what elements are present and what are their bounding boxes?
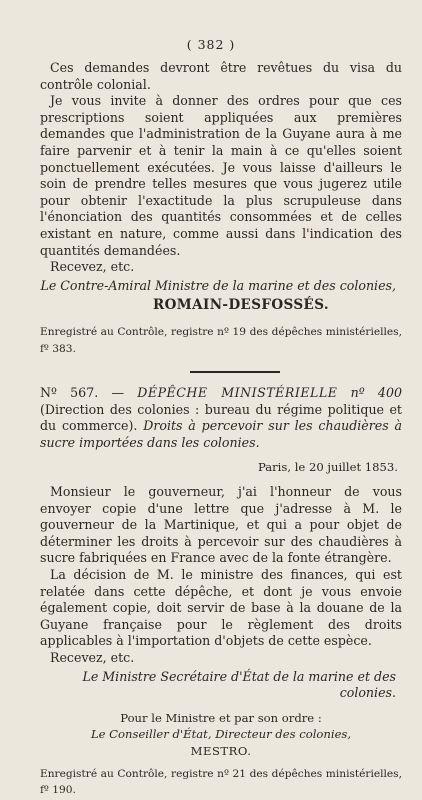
registration-note: Enregistré au Contrôle, registre nº 21 des dépêches ministérielles, fº 190. xyxy=(40,767,402,797)
dispatch-title-number: nº 400 xyxy=(337,385,402,401)
paragraph: Je vous invite à donner des ordres pour que ces prescriptions soient appliquées aux premières demandes que l'administration de la Guyane aura à me faire parvenir et à tenir la main à ce qu'elles soient ponctuellement exécutées. Je vous laisse d'ailleurs le soin de prendre telles mesures que vous jugerez utile pour obtenir l'exactitude la plus scrupuleuse dans l'énonciation des quantités consommées et de celles existant en nature, comme aussi dans l'indication des quantités demandées. xyxy=(40,93,402,258)
signature-name: ROMAIN-DESFOSSÉS. xyxy=(152,297,329,314)
registration-note: Enregistré au Contrôle, registre nº 19 des dépêches ministérielles, fº 383. xyxy=(40,325,402,355)
counsellor-title: Le Conseiller d'État, Directeur des colonies, xyxy=(90,727,352,742)
paragraph: Monsieur le gouverneur, j'ai l'honneur de vous envoyer copie d'une lettre que j'adresse à M. le gouverneur de la Martinique, et qui a pour objet de déterminer les droits à percevoir sur des chaudières à sucre fabriquées en France avec de la fonte étrangère. xyxy=(40,484,402,566)
order-line: Pour le Ministre et par son ordre : xyxy=(120,710,322,725)
dispatch-567 xyxy=(40,385,402,799)
signature-title: Le Contre-Amiral Ministre de la marine et des colonies, xyxy=(40,277,396,293)
salutation: Recevez, etc. xyxy=(50,650,135,665)
dispatch-subject: Droits à percevoir sur les chaudières à sucre importées dans les colonies. xyxy=(40,418,403,450)
signer-name: MESTRO. xyxy=(190,743,252,758)
section-divider xyxy=(190,371,280,373)
paragraph: Ces demandes devront être revêtues du visa du contrôle colonial. xyxy=(40,60,402,92)
heading-dash: — xyxy=(98,385,138,401)
letter-continuation xyxy=(40,60,402,357)
dateline: Paris, le 20 juillet 1853. xyxy=(257,460,398,475)
dispatch-heading xyxy=(40,385,402,451)
page-number: ( 382 ) xyxy=(186,37,236,52)
dispatch-direction: (Direction des colonies : bureau du régime politique et du commerce). xyxy=(40,401,402,434)
dispatch-number: Nº 567. xyxy=(40,385,99,401)
paragraph: La décision de M. le ministre des finances, qui est relatée dans cette dépêche, et dont je vous envoie également copie, doit servir de base à la douane de la Guyane française pour le règlement des droits applicables à l'importation d'objets de cette espèce. xyxy=(40,567,402,649)
signature-title: Le Ministre Secrétaire d'État de la marine et des colonies. xyxy=(82,668,396,701)
dispatch-title: DÉPÊCHE MINISTÉRIELLE xyxy=(137,385,338,401)
salutation: Recevez, etc. xyxy=(50,259,135,275)
